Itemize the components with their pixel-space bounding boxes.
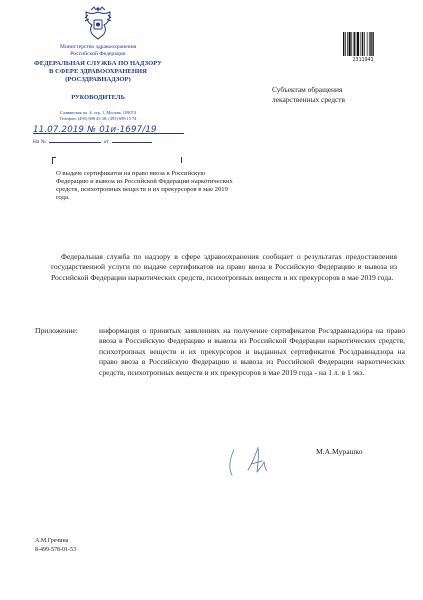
ministry-line-2: Российской Федерации bbox=[70, 50, 126, 57]
barcode-number: 2311941 bbox=[352, 57, 374, 63]
na-blank bbox=[49, 137, 101, 143]
executor-info bbox=[35, 537, 76, 554]
barcode-bar bbox=[351, 32, 352, 56]
address-line: Славянская пл. 4, стр. 1, Москва, 109074 bbox=[60, 110, 136, 115]
subject-bracket-left bbox=[52, 157, 56, 164]
service-name bbox=[0, 60, 196, 83]
registration-underline bbox=[33, 133, 184, 134]
barcode-bar bbox=[349, 32, 351, 56]
barcode-bar bbox=[370, 32, 371, 56]
barcode bbox=[343, 32, 383, 56]
ot-blank bbox=[112, 137, 152, 143]
double-headed-eagle-emblem-icon bbox=[82, 6, 114, 42]
service-line-3: (РОСЗДРАВНАДЗОР) bbox=[65, 75, 131, 83]
na-label: На № bbox=[33, 139, 46, 145]
barcode-bar bbox=[362, 32, 363, 56]
ot-label: от bbox=[103, 139, 109, 145]
letter-subject: О выдаче сертификатов на право ввоза в Российскую Федерацию и вывоза из Российской Федерации наркотических средств, психотропных веществ и их прекурсоров в мае 2019 года. bbox=[56, 170, 233, 201]
barcode-bar bbox=[367, 32, 368, 56]
signer-name: М.А.Мурашко bbox=[316, 447, 363, 456]
reference-field bbox=[33, 137, 155, 145]
ministry-line-1: Министерство здравоохранения bbox=[59, 44, 137, 50]
letterhead-address bbox=[0, 110, 196, 121]
addressee-line-2: лекарственных средств bbox=[272, 95, 345, 104]
registration-handwritten: 11.07.2019 № 01и-1697/19 bbox=[33, 125, 157, 135]
barcode-bar bbox=[372, 32, 373, 56]
letterhead-position: РУКОВОДИТЕЛЬ bbox=[71, 94, 125, 101]
handwritten-signature bbox=[222, 440, 292, 480]
addressee-line-1: Субъектам обращения bbox=[272, 85, 343, 94]
ministry-name bbox=[0, 44, 196, 57]
attachment-text: информация о принятых заявлениях на получение сертификатов Росздравнадзора на право ввоза в Российскую Федерацию и вывоза из Российской Федерации наркотических средств, психотропных веществ и их прекурсоров и выданных сертификатов Росздравнадзора на право ввоза в Российскую Федерацию и вывоза из Российской Федерации наркотических средств, психотропных веществ и их прекурсоров в мае 2019 года - на 1 л. в 1 экз. bbox=[99, 326, 405, 377]
service-line-1: ФЕДЕРАЛЬНАЯ СЛУЖБА ПО НАДЗОРУ bbox=[34, 60, 162, 67]
executor-phone: 8-499-578-01-53 bbox=[35, 546, 76, 553]
barcode-bar bbox=[343, 32, 344, 56]
service-line-2: В СФЕРЕ ЗДРАВООХРАНЕНИЯ bbox=[49, 67, 147, 75]
barcode-bar bbox=[357, 32, 359, 56]
attachment-label: Приложение: bbox=[35, 326, 78, 335]
barcode-bar bbox=[369, 32, 370, 56]
barcode-bar bbox=[364, 32, 365, 56]
addressee bbox=[272, 85, 345, 105]
barcode-bar bbox=[356, 32, 357, 56]
barcode-bar bbox=[347, 32, 348, 56]
barcode-bar bbox=[345, 32, 346, 56]
barcode-bar bbox=[354, 32, 355, 56]
barcode-bar bbox=[361, 32, 362, 56]
subject-bracket-right bbox=[181, 157, 182, 163]
phones-line: Телефон: (495) 698 45 38; (495) 698 15 74 bbox=[59, 115, 137, 121]
executor-name: А.М.Гречина bbox=[35, 538, 69, 544]
body-paragraph: Федеральная служба по надзору в сфере здравоохранения сообщает о результатах предоставления государственной услуги по выдаче сертификатов на право ввоза в Российскую Федерацию и вывоза из Российской Федерации наркотических средств, психотропных веществ и их прекурсоров в мае 2019 года. bbox=[51, 252, 397, 282]
